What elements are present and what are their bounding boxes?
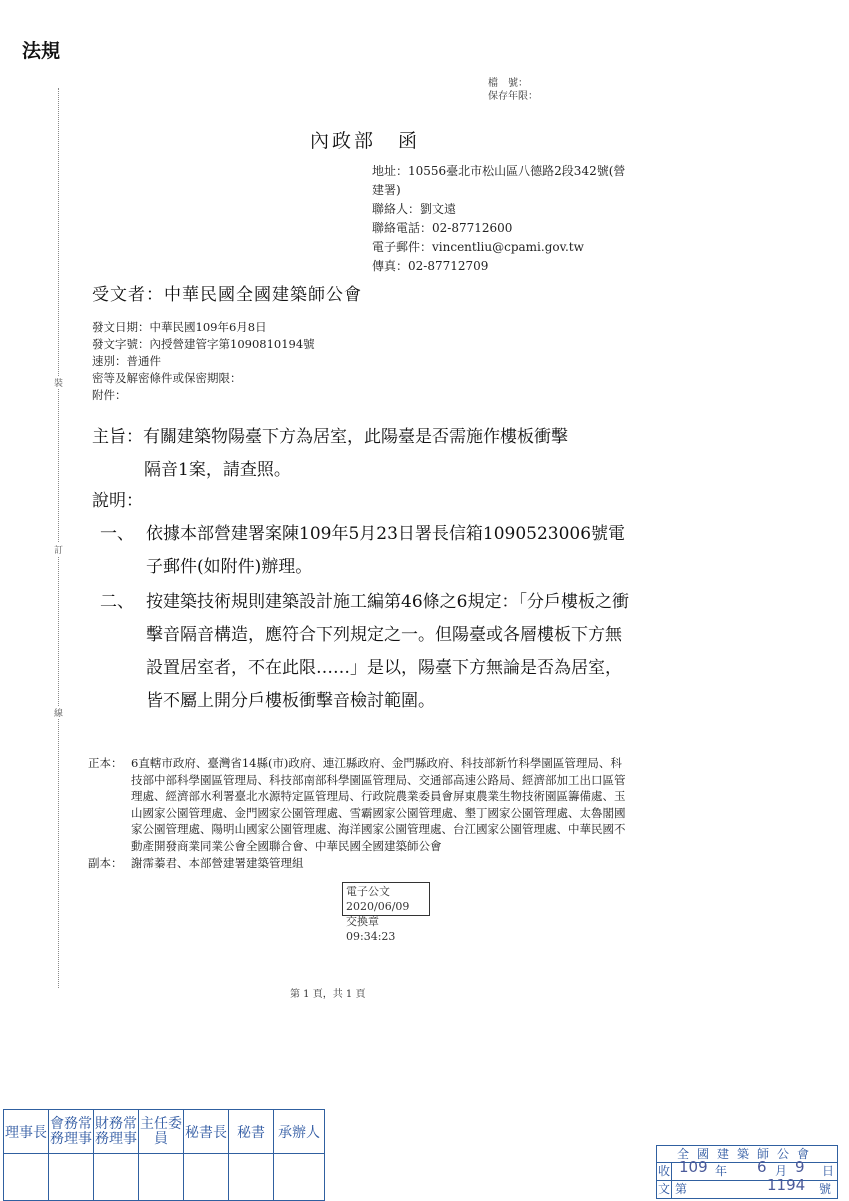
approval-stamp-table [3, 1109, 325, 1201]
binding-line [58, 88, 61, 988]
item-number: 一、 [100, 524, 134, 544]
main-recipients-text: 6直轄市政府、臺灣省14縣(市)政府、連江縣政府、金門縣政府、科技部新竹科學園區管理局、科技部中部科學園區管理局、科技部南部科學園區管理局、交通部高速公路局、經濟部加工出口區管理處、經濟部水利署臺北水源特定區管理局、行政院農業委員會屏東農業生物技術園區籌備處、玉山國家公園管理處、金門國家公園管理處、雪霸國家公園管理處、墾丁國家公園管理處、太魯閣國家公園管理處、陽明山國家公園管理處、海洋國家公園管理處、台江國家公園管理處、中華民國不動產開發商業同業公會全國聯合會、中華民國全國建築師公會 [131, 756, 626, 853]
stamp-header: 財務常務理事 [94, 1110, 139, 1154]
receipt-date-row [657, 1158, 837, 1181]
stamp-header: 秘書 [229, 1110, 274, 1154]
exchange-seal [342, 882, 430, 943]
seal-time: 09:34:23 [346, 930, 396, 943]
document-number: 發文字號：內授營建管字第1090810194號 [92, 337, 315, 351]
sender-fax: 傳真：02-87712709 [372, 259, 489, 273]
receipt-stamp [656, 1145, 838, 1199]
stamp-cell [4, 1154, 49, 1201]
subject-label: 主旨： [92, 427, 143, 447]
seal-date: 2020/06/09 [346, 900, 410, 913]
stamp-header: 承辦人 [274, 1110, 325, 1154]
stamp-cell [274, 1154, 325, 1201]
seal-line-2: 交換章 [346, 915, 379, 928]
receipt-day: 9 [795, 1158, 805, 1176]
stamp-header: 主任委員 [139, 1110, 184, 1154]
section-tag: 法規 [22, 40, 61, 62]
binding-mark: 裝 [54, 376, 63, 389]
speed: 速別：普通件 [92, 354, 161, 368]
item-number: 二、 [100, 592, 134, 612]
subject-line-2: 隔音1案，請查照。 [144, 460, 291, 480]
document-info [92, 319, 315, 404]
sender-email: 電子郵件：vincentliu@cpami.gov.tw [372, 240, 584, 254]
receipt-day-label: 日 [822, 1164, 835, 1178]
stamp-cell [229, 1154, 274, 1201]
recipient: 受文者：中華民國全國建築師公會 [92, 285, 362, 305]
main-recipients [88, 755, 633, 855]
explanation-body [100, 518, 630, 720]
stamp-cell [139, 1154, 184, 1201]
stamp-cell [94, 1154, 139, 1201]
copy-recipients-label: 副本： [88, 855, 123, 870]
document-title: 內政部 函 [310, 130, 421, 152]
receipt-month: 6 [757, 1158, 767, 1176]
sender-contact: 聯絡人：劉文遠 [372, 202, 457, 216]
main-recipients-label: 正本： [88, 756, 123, 770]
stamp-cell [49, 1154, 94, 1201]
file-no-label: 檔 號： [488, 78, 528, 89]
attachment: 附件： [92, 388, 127, 402]
explanation-item [100, 586, 630, 718]
stamp-header: 理事長 [4, 1110, 49, 1154]
receipt-month-label: 月 [775, 1164, 788, 1178]
copy-recipients-text: 謝霈蓁君、本部營建署建築管理組 [131, 855, 304, 870]
binding-mark: 訂 [54, 543, 63, 556]
binding-mark: 線 [54, 706, 63, 719]
explanation-item [100, 518, 630, 584]
sender-phone: 聯絡電話：02-87712600 [372, 221, 513, 235]
explanation-heading: 說明： [92, 491, 143, 511]
receipt-num-suffix: 號 [819, 1182, 832, 1196]
sender-address: 地址：10556臺北市松山區八德路2段342號(營建署) [372, 164, 626, 197]
receipt-no-label: 第 [675, 1182, 688, 1196]
receipt-number: 1194 [767, 1176, 806, 1194]
item-text: 依據本部營建署案陳109年5月23日署長信箱1090523006號電子郵件(如附件)辦理。 [146, 524, 626, 577]
stamp-cell [184, 1154, 229, 1201]
receipt-doc-label: 文 [657, 1182, 670, 1196]
distribution-list [88, 755, 633, 871]
item-text: 按建築技術規則建築設計施工編第46條之6規定：「分戶樓板之衝擊音隔音構造，應符合下列規定之一。但陽臺或各層樓板下方無設置居室者，不在此限……」是以，陽臺下方無論是否為居室，皆不屬上開分戶樓板衝擊音檢討範圍。 [146, 592, 629, 711]
page-number: 第 1 頁，共 1 頁 [290, 989, 366, 1000]
receipt-year: 109 [679, 1158, 708, 1176]
stamp-header: 會務常務理事 [49, 1110, 94, 1154]
sender-block [372, 162, 632, 276]
receipt-recv-label: 收 [657, 1164, 670, 1178]
seal-line-1: 電子公文 [346, 885, 390, 898]
retention-label: 保存年限： [488, 91, 538, 102]
subject [92, 421, 652, 487]
receipt-header: 全國建築師公會 [657, 1146, 837, 1163]
secrecy: 密等及解密條件或保密期限： [92, 371, 242, 385]
file-meta [488, 77, 538, 103]
receipt-number-row [657, 1176, 837, 1198]
stamp-header: 秘書長 [184, 1110, 229, 1154]
subject-line-1: 有關建築物陽臺下方為居室，此陽臺是否需施作樓板衝擊 [143, 427, 568, 447]
copy-recipients [88, 855, 633, 872]
issue-date: 發文日期：中華民國109年6月8日 [92, 320, 267, 334]
receipt-year-label: 年 [715, 1164, 728, 1178]
